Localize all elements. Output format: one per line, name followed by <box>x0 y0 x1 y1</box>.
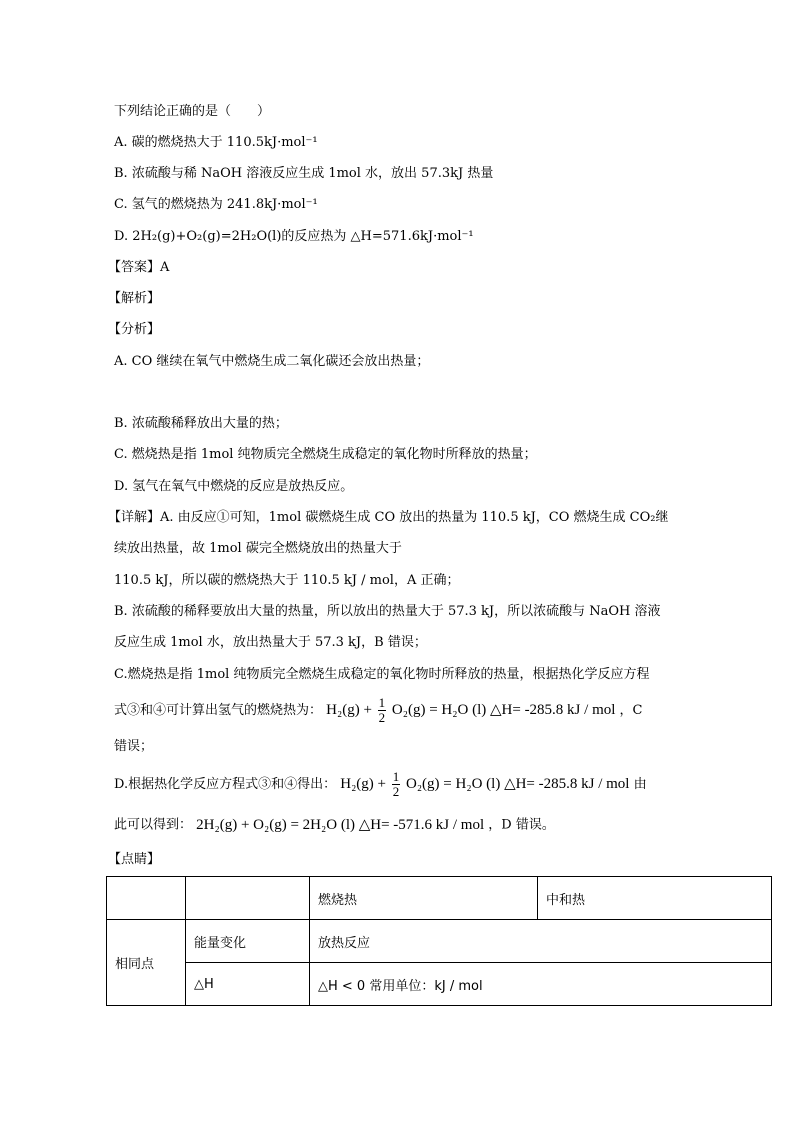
detail-line-4: B. 浓硫酸的稀释要放出大量的热量，所以放出的热量大于 57.3 kJ，所以浓硫酸与 NaOH 溶液 <box>114 604 661 619</box>
analysis-label: 【解析】 <box>108 291 161 306</box>
comparison-table <box>106 876 772 1006</box>
detail-line-6: C.燃烧热是指 1mol 纯物质完全燃烧生成稳定的氧化物时所释放的热量，根据热化学反应方程 <box>114 667 650 682</box>
table-row <box>107 963 772 1006</box>
detail-line-7-post: ，C <box>619 703 643 718</box>
analysis-sub-label: 【分析】 <box>108 322 161 337</box>
formula-h2-rhs-2: O₂(g) = H₂O (l) △H= -285.8 kJ / mol <box>406 775 630 792</box>
formula-h2-lhs: H₂(g) + <box>326 701 372 718</box>
detail-line-3: 110.5 kJ，所以碳的燃烧热大于 110.5 kJ / mol，A 正确； <box>114 573 460 588</box>
table-header-combustion: 燃烧热 <box>310 877 538 920</box>
table-cell-empty <box>107 877 186 920</box>
combustion-formula <box>326 696 615 725</box>
table-group-label: 相同点 <box>107 920 186 1006</box>
answer-label: 【答案】A <box>108 260 170 275</box>
formula-h2-lhs-2: H₂(g) + <box>340 775 386 792</box>
analysis-c: C. 燃烧热是指 1mol 纯物质完全燃烧生成稳定的氧化物时所释放的热量； <box>114 447 537 462</box>
detail-line-2: 续放出热量，故 1mol 碳完全燃烧放出的热量大于 <box>114 541 402 556</box>
table-row-label: △H <box>186 963 310 1006</box>
combustion-formula-2 <box>340 770 629 799</box>
detail-line-7-pre: 式③和④可计算出氢气的燃烧热为： <box>114 703 323 718</box>
full-formula: 2H₂(g) + O₂(g) = 2H₂O (l) △H= -571.6 kJ / mol <box>196 817 485 833</box>
half-fraction <box>378 696 387 725</box>
table-row <box>107 920 772 963</box>
analysis-b: B. 浓硫酸稀释放出大量的热； <box>114 416 288 431</box>
table-row-value: △H < 0 常用单位：kJ / mol <box>310 963 772 1006</box>
question-stem: 下列结论正确的是（ ） <box>114 104 271 119</box>
fraction-denominator: 2 <box>378 710 386 725</box>
table-header-neutralization: 中和热 <box>538 877 772 920</box>
fraction-numerator: 1 <box>378 695 386 710</box>
table-row-label: 能量变化 <box>186 920 310 963</box>
analysis-a: A. CO 继续在氧气中燃烧生成二氧化碳还会放出热量； <box>114 354 430 369</box>
table-header-row <box>107 877 772 920</box>
option-b: B. 浓硫酸与稀 NaOH 溶液反应生成 1mol 水，放出 57.3kJ 热量 <box>114 166 494 181</box>
detail-line-8: 错误； <box>114 739 154 754</box>
detail-line-9-pre: D.根据热化学反应方程式③和④得出： <box>114 777 337 792</box>
option-a: A. 碳的燃烧热大于 110.5kJ·mol⁻¹ <box>114 135 318 150</box>
detail-line-10-pre: 此可以得到： <box>114 817 193 833</box>
option-c: C. 氢气的燃烧热为 241.8kJ·mol⁻¹ <box>114 197 318 212</box>
detail-line-10 <box>114 816 555 835</box>
detail-line-9-post: 由 <box>633 777 647 792</box>
analysis-d: D. 氢气在氧气中燃烧的反应是放热反应。 <box>114 479 354 494</box>
detail-line-9 <box>114 770 647 799</box>
fraction-denominator-2: 2 <box>392 784 400 799</box>
half-fraction-2 <box>392 770 401 799</box>
tip-label: 【点睛】 <box>108 852 161 867</box>
option-d: D. 2H₂(g)+O₂(g)=2H₂O(l)的反应热为 △H=571.6kJ·mol⁻¹ <box>114 229 474 244</box>
table-row-value: 放热反应 <box>310 920 772 963</box>
detail-line-5: 反应生成 1mol 水，放出热量大于 57.3 kJ，B 错误； <box>114 635 427 650</box>
detail-line-7 <box>114 696 643 725</box>
detail-line-10-post: ，D 错误。 <box>488 817 555 833</box>
fraction-numerator-2: 1 <box>392 769 400 784</box>
detail-line-1: 【详解】A. 由反应①可知，1mol 碳燃烧生成 CO 放出的热量为 110.5 kJ，CO 燃烧生成 CO₂继 <box>108 510 669 525</box>
table-cell-empty <box>186 877 310 920</box>
formula-h2-rhs: O₂(g) = H₂O (l) △H= -285.8 kJ / mol <box>391 701 616 718</box>
